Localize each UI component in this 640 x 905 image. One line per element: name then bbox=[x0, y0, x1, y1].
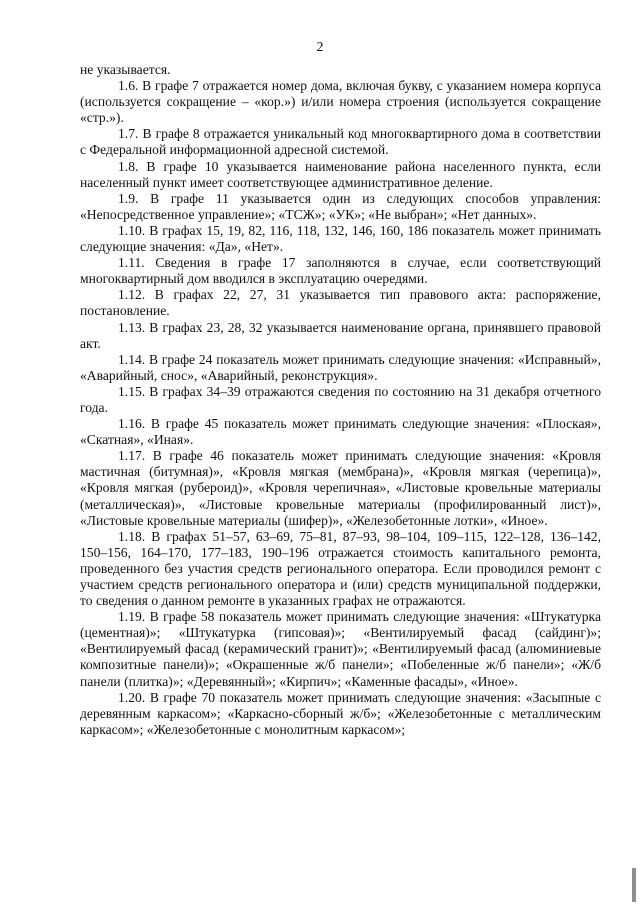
document-body bbox=[80, 62, 601, 738]
paragraph-1-7: 1.7. В графе 8 отражается уникальный код многоквартирного дома в соответствии с Федеральной информационной адресной системой. bbox=[80, 126, 601, 158]
paragraph-1-18: 1.18. В графах 51–57, 63–69, 75–81, 87–93, 98–104, 109–115, 122–128, 136–142, 150–156, 164–170, 177–183, 190–196 отражается стоимость капитального ремонта, проведенного без участия средств регионального оператора. Если проводился ремонт с участием средств регионального оператора и (или) средств муниципальной поддержки, то сведения о данном ремонте в указанных графах не отражаются. bbox=[80, 528, 601, 609]
paragraph-1-17: 1.17. В графе 46 показатель может принимать следующие значения: «Кровля мастичная (битумная)», «Кровля мягкая (мембрана)», «Кровля мягкая (черепица)», «Кровля мягкая (рубероид)», «Кровля черепичная», «Листовые кровельные материалы (металлическая)», «Листовые кровельные материалы (профилированный лист)», «Листовые кровельные материалы (шифер)», «Железобетонные лотки», «Иное». bbox=[80, 448, 601, 528]
paragraph-continuation: не указывается. bbox=[80, 62, 171, 77]
paragraph-1-20: 1.20. В графе 70 показатель может принимать следующие значения: «Засыпные с деревянным каркасом»; «Каркасно-сборный ж/б»; «Железобетонные с металлическим каркасом»; «Железобетонные с монолитным каркасом»; bbox=[80, 689, 601, 737]
paragraph-1-14: 1.14. В графе 24 показатель может принимать следующие значения: «Исправный», «Аварийный, снос», «Аварийный, реконструкция». bbox=[80, 351, 601, 383]
paragraph-1-15: 1.15. В графах 34–39 отражаются сведения по состоянию на 31 декабря отчетного года. bbox=[80, 383, 601, 415]
paragraph-1-6: 1.6. В графе 7 отражается номер дома, включая букву, с указанием номера корпуса (используется сокращение – «кор.») и/или номера строения (используется сокращение «стр.»). bbox=[80, 78, 601, 126]
paragraph-1-16: 1.16. В графе 45 показатель может принимать следующие значения: «Плоская», «Скатная», «Иная». bbox=[80, 416, 601, 448]
paragraph-1-8: 1.8. В графе 10 указывается наименование района населенного пункта, если населенный пункт имеет соответствующее административное деление. bbox=[80, 158, 601, 190]
paragraph-1-11: 1.11. Сведения в графе 17 заполняются в случае, если соответствующий многоквартирный дом вводился в эксплуатацию очередями. bbox=[80, 255, 601, 287]
scan-edge-mark bbox=[632, 868, 636, 902]
paragraph-1-13: 1.13. В графах 23, 28, 32 указывается наименование органа, принявшего правовой акт. bbox=[80, 319, 601, 351]
paragraph-1-12: 1.12. В графах 22, 27, 31 указывается тип правового акта: распоряжение, постановление. bbox=[80, 287, 601, 319]
paragraph-1-9: 1.9. В графе 11 указывается один из следующих способов управления: «Непосредственное управление»; «ТСЖ»; «УК»; «Не выбран»; «Нет данных». bbox=[80, 190, 601, 222]
paragraph-1-10: 1.10. В графах 15, 19, 82, 116, 118, 132, 146, 160, 186 показатель может принимать следующие значения: «Да», «Нет». bbox=[80, 222, 601, 255]
page-number: 2 bbox=[316, 40, 324, 55]
paragraph-1-19: 1.19. В графе 58 показатель может принимать следующие значения: «Штукатурка (цементная)»; «Штукатурка (гипсовая)»; «Вентилируемый фасад (сайдинг)»; «Вентилируемый фасад (керамический гранит)»; «Вентилируемый фасад (алюминиевые композитные панели)»; «Окрашенные ж/б панели»; «Побеленные ж/б панели»; «Ж/б панели (плитка)»; «Деревянный»; «Кирпич»; «Каменные фасады», «Иное». bbox=[80, 609, 601, 689]
